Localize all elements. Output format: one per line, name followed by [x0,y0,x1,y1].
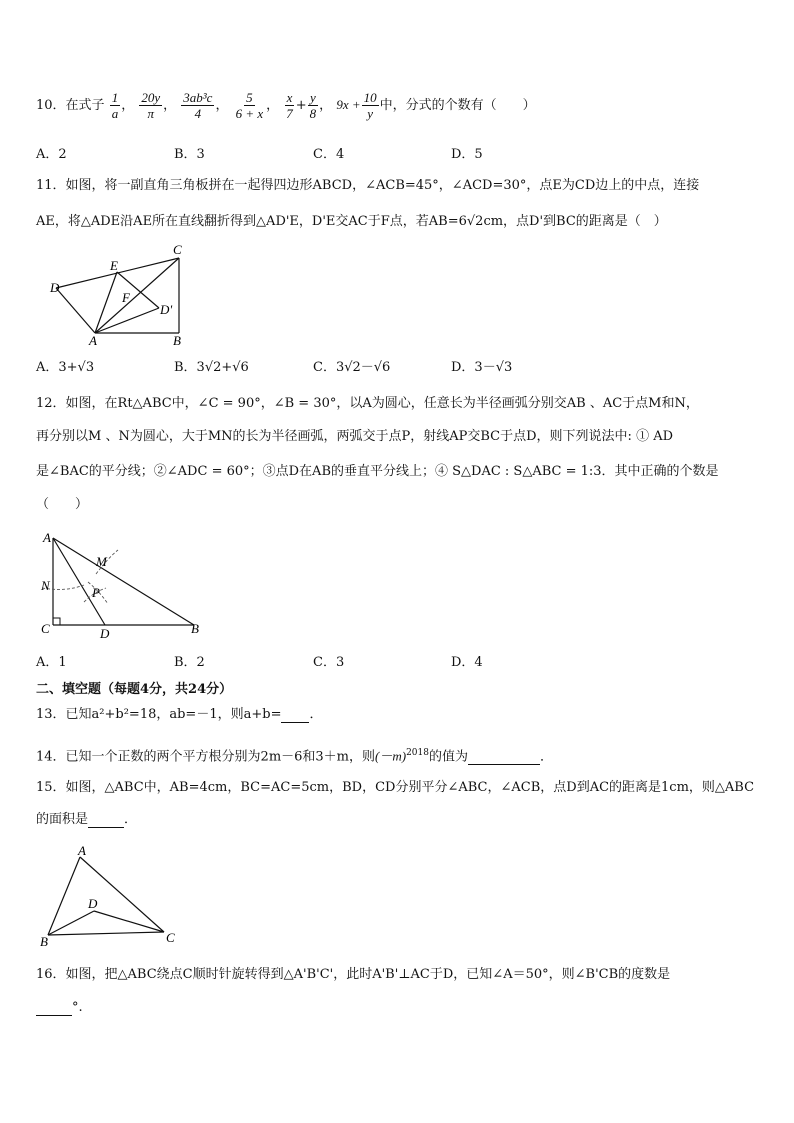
q14-text-a: 14．已知一个正数的两个平方根分别为2m－6和3＋m，则 [36,749,376,765]
q11-label-F: F [122,290,130,305]
q12-option-c: C．3 [313,655,345,670]
q10-fraction-3: $\frac{\text{3ab³c}}{4}$ [183,90,213,121]
q11-line1: 11．如图，将一副直角三角板拼在一起得四边形ABCD，∠ACB=45°，∠ACD=30°，点E为CD边上的中点，连接 [36,178,700,193]
q10-intro: 在式子 [65,98,105,113]
q12-label-A: A [43,530,51,545]
q10-option-a: A．2 [36,147,67,162]
q12-right-angle [53,618,60,625]
q10-tail: 中，分式的个数有（ ） [379,98,536,113]
q11-label-E: E [110,258,118,273]
q11-label-B: B [173,333,181,347]
q12-label-N: N [41,578,50,593]
q15-label-A: A [78,843,86,858]
q12-line2: 再分别以M 、N为圆心，大于MN的长为半径画弧，两弧交于点P，射线AP交BC于点D，则下列说法中: ① AD [36,429,674,444]
q10-number: 10． [36,98,66,113]
q11-label-Dprime: D' [160,302,173,317]
q16-line2: °. [36,1000,83,1016]
q12-label-B: B [191,621,199,636]
q15-label-B: B [40,934,48,948]
q10-fraction-5b: $\frac{y}{8}$ [309,90,317,121]
q15-edge-AB [48,857,80,935]
q10-fraction-6: $\frac{10}{y}$ [363,90,377,121]
q12-label-C: C [41,621,50,636]
q11-figure [46,242,196,347]
q15-edge-BC [48,932,164,935]
q15-edge-DC [94,911,164,932]
q12-edge-AB [53,538,194,625]
q12-ray-AD [53,538,105,625]
q15-label-C: C [166,930,175,945]
q12-label-D: D [100,626,110,641]
q10-line: 10．在式子 $\frac{1}{a}$ ， $\frac{20y}{\pi}$ ， $\frac{\text{3ab³c}}{4}$ ， $\frac{5}{6 + x}$ ， $\frac{x}{7}$ + $\frac{y}{8}$ ， 9x + $\frac{10}{y}$ 中，分式的个数有（ ） [36,90,536,121]
q14-line: 14．已知一个正数的两个平方根分别为2m－6和3＋m，则$(-m)^{2018}$的值为 ． [36,748,553,765]
q11-edge-AD [95,308,159,333]
q10-fraction-5a: $\frac{x}{7}$ [286,90,293,121]
q11-option-d: D．3－√3 [451,360,513,375]
q16-line1: 16．如图，把△ABC绕点C顺时针旋转得到△A'B'C'，此时A'B'⊥AC于D，已知∠A＝50°，则∠B'CB的度数是 [36,967,671,982]
q14-expression: (－m) [375,748,407,764]
q10-fraction-4: $\frac{5}{6 + x}$ [235,90,264,121]
q11-edge-AC [95,258,179,333]
q12-line3: 是∠BAC的平分线；②∠ADC = 60°；③点D在AB的垂直平分线上；④ S△DAC : S△ABC = 1:3．其中正确的个数是 [36,464,719,479]
q12-label-M: M [96,554,107,569]
q10-expr-6-prefix: 9x + [336,97,361,112]
q12-option-d: D．4 [451,655,483,670]
q12-line1: 12．如图，在Rt△ABC中，∠C = 90°，∠B = 30°，以A为圆心，任意长为半径画弧分别交AB 、AC于点M和N， [36,396,699,411]
q14-answer-blank[interactable] [468,752,540,765]
q11-option-c: C．3√2－√6 [313,360,391,375]
q10-fraction-2: $\frac{20y}{\pi}$ [141,90,161,121]
q11-option-b: B．3√2+√6 [174,360,249,375]
q15-edge-BD [48,911,94,935]
q15-line1: 15．如图，△ABC中，AB=4cm，BC=AC=5cm，BD，CD分别平分∠ABC，∠ACB，点D到AC的距离是1cm，则△ABC [36,780,755,795]
q12-line4: （ ） [36,497,89,512]
q11-label-D: D [50,280,60,295]
q10-fraction-1: $\frac{1}{a}$ [111,90,119,121]
q15-line2: 的面积是 ． [36,812,138,827]
q11-ab-value: 6√2 [458,214,484,229]
q12-option-b: B．2 [174,655,205,670]
q15-label-D: D [88,896,98,911]
q14-text-b: 的值为 [428,749,468,765]
q13-text: 13．已知a²+b²=18，ab=－1，则a+b= [36,707,282,722]
q10-option-b: B．3 [174,147,205,162]
q12-figure [36,530,211,642]
q12-option-a: A．1 [36,655,67,670]
q16-answer-blank[interactable] [36,1003,72,1016]
q13-answer-blank[interactable] [281,710,309,723]
q11-label-C: C [173,242,182,257]
section2-title: 二、填空题（每题4分，共24分） [36,682,233,697]
q11-option-a: A．3+√3 [36,360,95,375]
q15-edge-AC [80,857,164,932]
q12-label-P: P [92,585,100,600]
q10-option-d: D．5 [451,147,483,162]
q10-option-c: C．4 [313,147,345,162]
q15-answer-blank[interactable] [88,815,124,828]
q11-line2: AE，将△ADE沿AE所在直线翻折得到△AD'E，D'E交AC于F点，若AB=6√2cm，点D'到BC的距离是（ ） [36,214,667,229]
q13-line: 13．已知a²+b²=18，ab=－1，则a+b= ． [36,707,323,722]
q11-label-A: A [89,333,97,347]
q11-edge-DA [56,288,95,333]
q14-power: 2018 [406,748,429,758]
q15-figure [36,842,186,948]
